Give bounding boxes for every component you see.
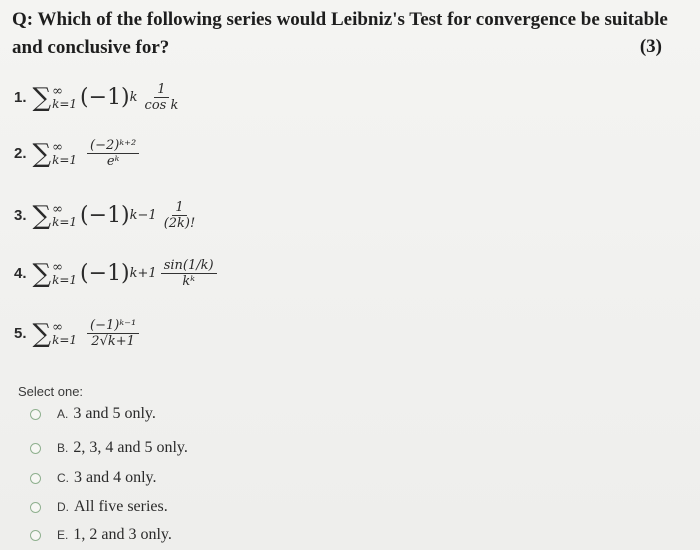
denominator: kᵏ <box>182 274 195 289</box>
upper-limit: ∞ <box>52 83 63 99</box>
upper-limit: ∞ <box>52 259 63 275</box>
upper-limit: ∞ <box>52 139 63 155</box>
series-number: 1. <box>14 89 27 106</box>
fraction <box>142 82 182 113</box>
sign-exponent: k+1 <box>129 266 157 281</box>
radio-button[interactable] <box>30 409 41 420</box>
fraction <box>87 138 139 169</box>
option-letter: D. <box>57 500 69 514</box>
sign-term: (−1) <box>80 85 130 110</box>
numerator: (−1)ᵏ⁻¹ <box>87 318 139 334</box>
series-item-4 <box>14 258 217 289</box>
sigma-symbol: ∑ <box>32 138 52 169</box>
question-text: Q: Which of the following series would Leibniz's Test for convergence be suitable and conclusive for? <box>12 9 668 58</box>
numerator: (−2)ᵏ⁺² <box>87 138 139 154</box>
sum-limits <box>52 141 77 167</box>
denominator: cos k <box>144 98 179 113</box>
series-number: 5. <box>14 325 27 342</box>
option-c[interactable] <box>30 467 157 489</box>
option-letter: A. <box>57 407 69 421</box>
option-letter: E. <box>57 528 69 542</box>
numerator: 1 <box>154 82 168 98</box>
sigma-symbol: ∑ <box>32 258 52 289</box>
lower-limit: k=1 <box>52 96 78 111</box>
option-letter: C. <box>57 471 69 485</box>
lower-limit: k=1 <box>52 214 78 229</box>
series-item-3 <box>14 200 198 231</box>
denominator: (2k)! <box>163 216 196 231</box>
series-item-2 <box>14 138 139 169</box>
sigma-symbol: ∑ <box>32 318 52 349</box>
lower-limit: k=1 <box>52 152 78 167</box>
lower-limit: k=1 <box>52 272 78 287</box>
option-d[interactable] <box>30 496 168 518</box>
sum-limits <box>52 203 77 229</box>
fraction <box>87 318 139 349</box>
option-letter: B. <box>57 441 69 455</box>
sign-term: (−1) <box>80 261 130 286</box>
denominator: 2√k+1 <box>91 334 135 349</box>
series-number: 3. <box>14 207 27 224</box>
sum-limits <box>52 261 77 287</box>
radio-button[interactable] <box>30 502 41 513</box>
sign-term: (−1) <box>80 203 130 228</box>
select-one-label: Select one: <box>18 384 84 399</box>
option-e[interactable] <box>30 524 172 546</box>
numerator: 1 <box>172 200 186 216</box>
upper-limit: ∞ <box>52 201 63 217</box>
numerator: sin(1/k) <box>161 258 217 274</box>
lower-limit: k=1 <box>52 332 78 347</box>
option-text: 2, 3, 4 and 5 only. <box>73 439 188 456</box>
series-number: 4. <box>14 265 27 282</box>
series-item-5 <box>14 318 139 349</box>
denominator: eᵏ <box>106 154 120 169</box>
option-b[interactable] <box>30 437 188 459</box>
series-item-1 <box>14 82 181 113</box>
sigma-symbol: ∑ <box>32 200 52 231</box>
sum-limits <box>52 321 77 347</box>
sum-limits <box>52 85 77 111</box>
radio-button[interactable] <box>30 443 41 454</box>
sign-exponent: k−1 <box>129 208 157 223</box>
sign-exponent: k <box>129 90 138 105</box>
fraction <box>161 258 217 289</box>
question-marks: (3) <box>639 36 662 57</box>
radio-button[interactable] <box>30 473 41 484</box>
option-text: 3 and 5 only. <box>73 405 156 422</box>
sigma-symbol: ∑ <box>32 82 52 113</box>
option-text: 1, 2 and 3 only. <box>73 526 172 543</box>
series-number: 2. <box>14 145 27 162</box>
upper-limit: ∞ <box>52 319 63 335</box>
radio-button[interactable] <box>30 530 41 541</box>
option-a[interactable] <box>30 403 156 425</box>
option-text: 3 and 4 only. <box>74 469 157 486</box>
option-text: All five series. <box>74 498 168 515</box>
fraction <box>161 200 199 231</box>
